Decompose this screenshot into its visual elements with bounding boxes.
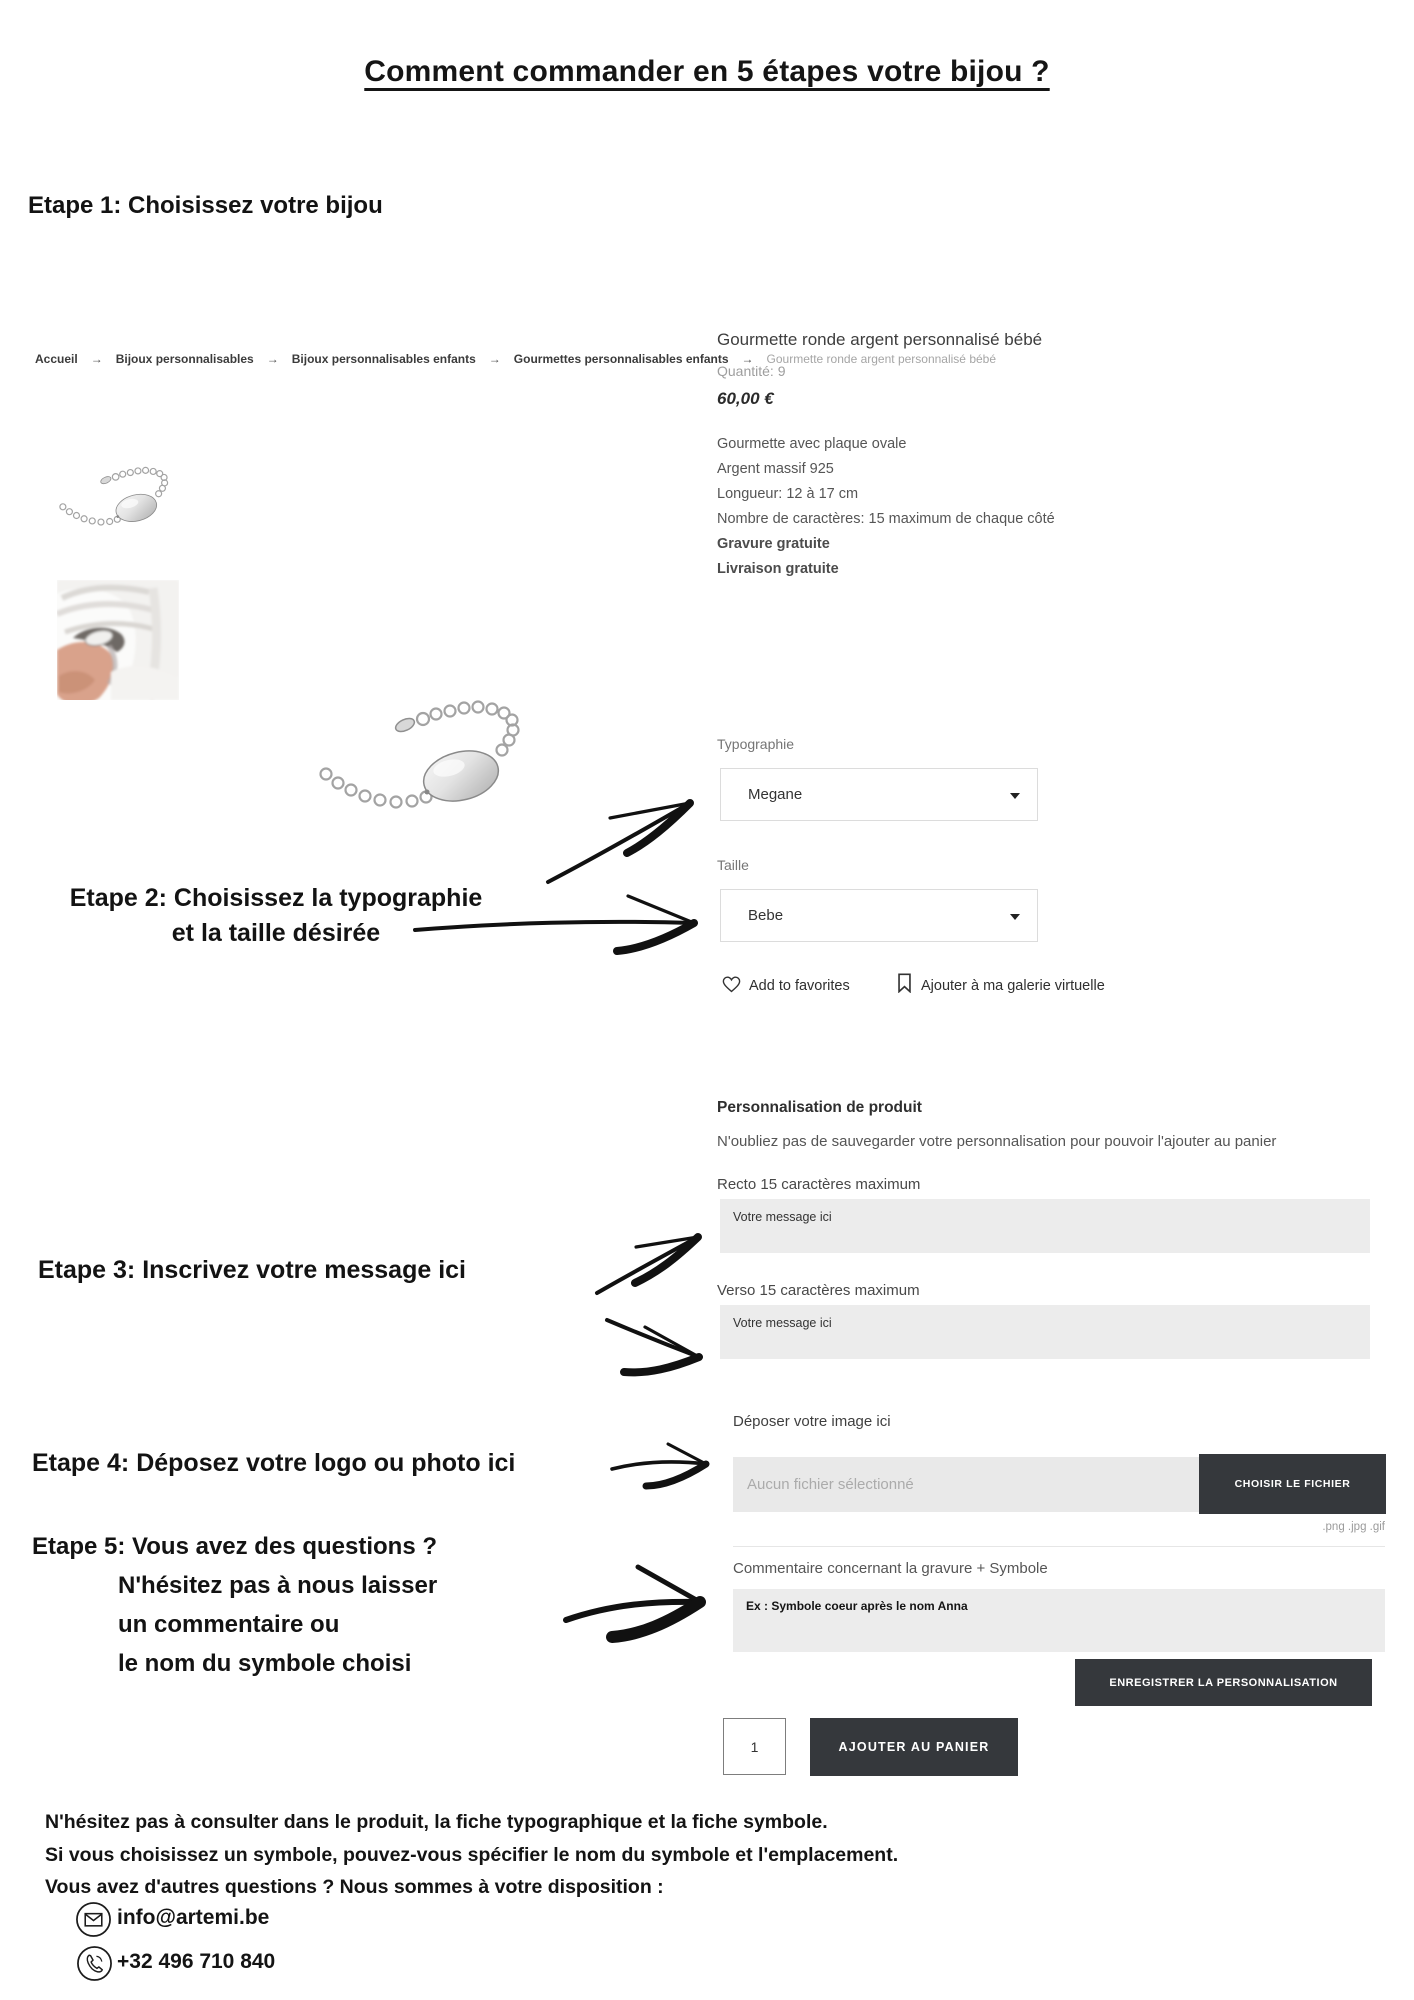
breadcrumb-current: Gourmette ronde argent personnalisé bébé (766, 352, 997, 366)
breadcrumb-arrow-icon: → (488, 352, 501, 366)
step4-annotation: Etape 4: Déposez votre logo ou photo ici (32, 1449, 516, 1477)
comment-placeholder: Ex : Symbole coeur après le nom Anna (746, 1599, 968, 1613)
contact-email-link[interactable]: info@artemi.be (117, 1906, 270, 1929)
step2-line2: et la taille désirée (171, 919, 381, 947)
breadcrumb (35, 352, 996, 366)
product-price: 60,00 € (717, 389, 774, 408)
page-title: Comment commander en 5 étapes votre bijou ? (364, 55, 1050, 88)
step5-line1: Etape 5: Vous avez des questions ? (32, 1533, 437, 1560)
step5-annotation (32, 1527, 437, 1683)
description-line-bold: Gravure gratuite (717, 536, 830, 552)
footer-line1: N'hésitez pas à consulter dans le produit, la fiche typographique et la fiche symbole. (45, 1811, 828, 1833)
description-line: Longueur: 12 à 17 cm (717, 486, 859, 502)
verso-textarea[interactable] (720, 1305, 1370, 1359)
typography-selected-value: Megane (748, 786, 803, 803)
step3-annotation: Etape 3: Inscrivez votre message ici (38, 1256, 466, 1284)
verso-label: Verso 15 caractères maximum (717, 1282, 920, 1299)
personalization-note: N'oubliez pas de sauvegarder votre personnalisation pour pouvoir l'ajouter au panier (717, 1133, 1277, 1150)
size-select[interactable] (720, 889, 1038, 942)
product-thumbnail-bracelet[interactable] (52, 462, 188, 544)
add-to-favorites-button[interactable]: Add to favorites (749, 978, 850, 994)
breadcrumb-arrow-icon: → (741, 352, 754, 366)
product-main-image (306, 692, 556, 842)
description-line: Nombre de caractères: 15 maximum de chaque côté (717, 511, 1055, 527)
footer-line3: Vous avez d'autres questions ? Nous sommes à votre disposition : (45, 1876, 664, 1898)
divider (733, 1546, 1385, 1547)
recto-placeholder: Votre message ici (733, 1210, 832, 1224)
description-line: Argent massif 925 (717, 461, 834, 477)
breadcrumb-link-gourmettes[interactable]: Gourmettes personnalisables enfants (513, 352, 729, 366)
personalization-heading: Personnalisation de produit (717, 1099, 922, 1116)
footer-note (45, 1806, 898, 1904)
typography-select[interactable] (720, 768, 1038, 821)
footer-line2: Si vous choisissez un symbole, pouvez-vous spécifier le nom du symbole et l'emplacement. (45, 1843, 899, 1866)
step2-line1: Etape 2: Choisissez la typographie (69, 884, 483, 912)
quantity-input[interactable]: 1 (723, 1718, 786, 1775)
bookmark-icon[interactable] (897, 973, 912, 993)
breadcrumb-arrow-icon: → (266, 352, 279, 366)
chevron-down-icon (1010, 793, 1020, 799)
step5-line2: N'hésitez pas à nous laisser (118, 1572, 438, 1599)
product-quantity: Quantité: 9 (717, 363, 786, 379)
breadcrumb-link-accueil[interactable]: Accueil (35, 352, 78, 366)
envelope-icon (75, 1901, 112, 1938)
product-thumbnail-baby-photo[interactable] (57, 580, 179, 700)
product-description (717, 432, 1055, 582)
step1-heading: Etape 1: Choisissez votre bijou (28, 192, 383, 219)
breadcrumb-link-bijoux-enfants[interactable]: Bijoux personnalisables enfants (291, 352, 476, 366)
choose-file-button[interactable]: CHOISIR LE FICHIER (1199, 1454, 1386, 1514)
image-upload-label: Déposer votre image ici (733, 1413, 891, 1430)
description-line: Gourmette avec plaque ovale (717, 436, 907, 452)
chevron-down-icon (1010, 914, 1020, 920)
size-label: Taille (717, 857, 749, 873)
allowed-file-types: .png .jpg .gif (1322, 1521, 1385, 1533)
product-title: Gourmette ronde argent personnalisé bébé (717, 330, 1043, 349)
phone-icon (76, 1945, 113, 1982)
step2-annotation (30, 881, 522, 951)
typography-label: Typographie (717, 736, 795, 752)
add-to-cart-button[interactable]: AJOUTER AU PANIER (810, 1718, 1018, 1776)
size-selected-value: Bebe (748, 907, 784, 924)
recto-label: Recto 15 caractères maximum (717, 1176, 921, 1193)
description-line-bold: Livraison gratuite (717, 561, 839, 577)
save-personalization-button[interactable]: ENREGISTRER LA PERSONNALISATION (1075, 1659, 1372, 1706)
contact-phone-link[interactable]: +32 496 710 840 (117, 1950, 276, 1973)
comment-textarea[interactable] (733, 1589, 1385, 1652)
breadcrumb-link-bijoux[interactable]: Bijoux personnalisables (115, 352, 254, 366)
verso-placeholder: Votre message ici (733, 1316, 832, 1330)
breadcrumb-arrow-icon: → (90, 352, 103, 366)
step5-line3: un commentaire ou (118, 1611, 340, 1638)
add-to-gallery-button[interactable]: Ajouter à ma galerie virtuelle (921, 978, 1105, 994)
file-placeholder: Aucun fichier sélectionné (747, 1476, 914, 1493)
heart-icon[interactable] (722, 976, 741, 993)
recto-textarea[interactable] (720, 1199, 1370, 1253)
step5-line4: le nom du symbole choisi (118, 1650, 412, 1677)
comment-label: Commentaire concernant la gravure + Symbole (733, 1560, 1048, 1577)
